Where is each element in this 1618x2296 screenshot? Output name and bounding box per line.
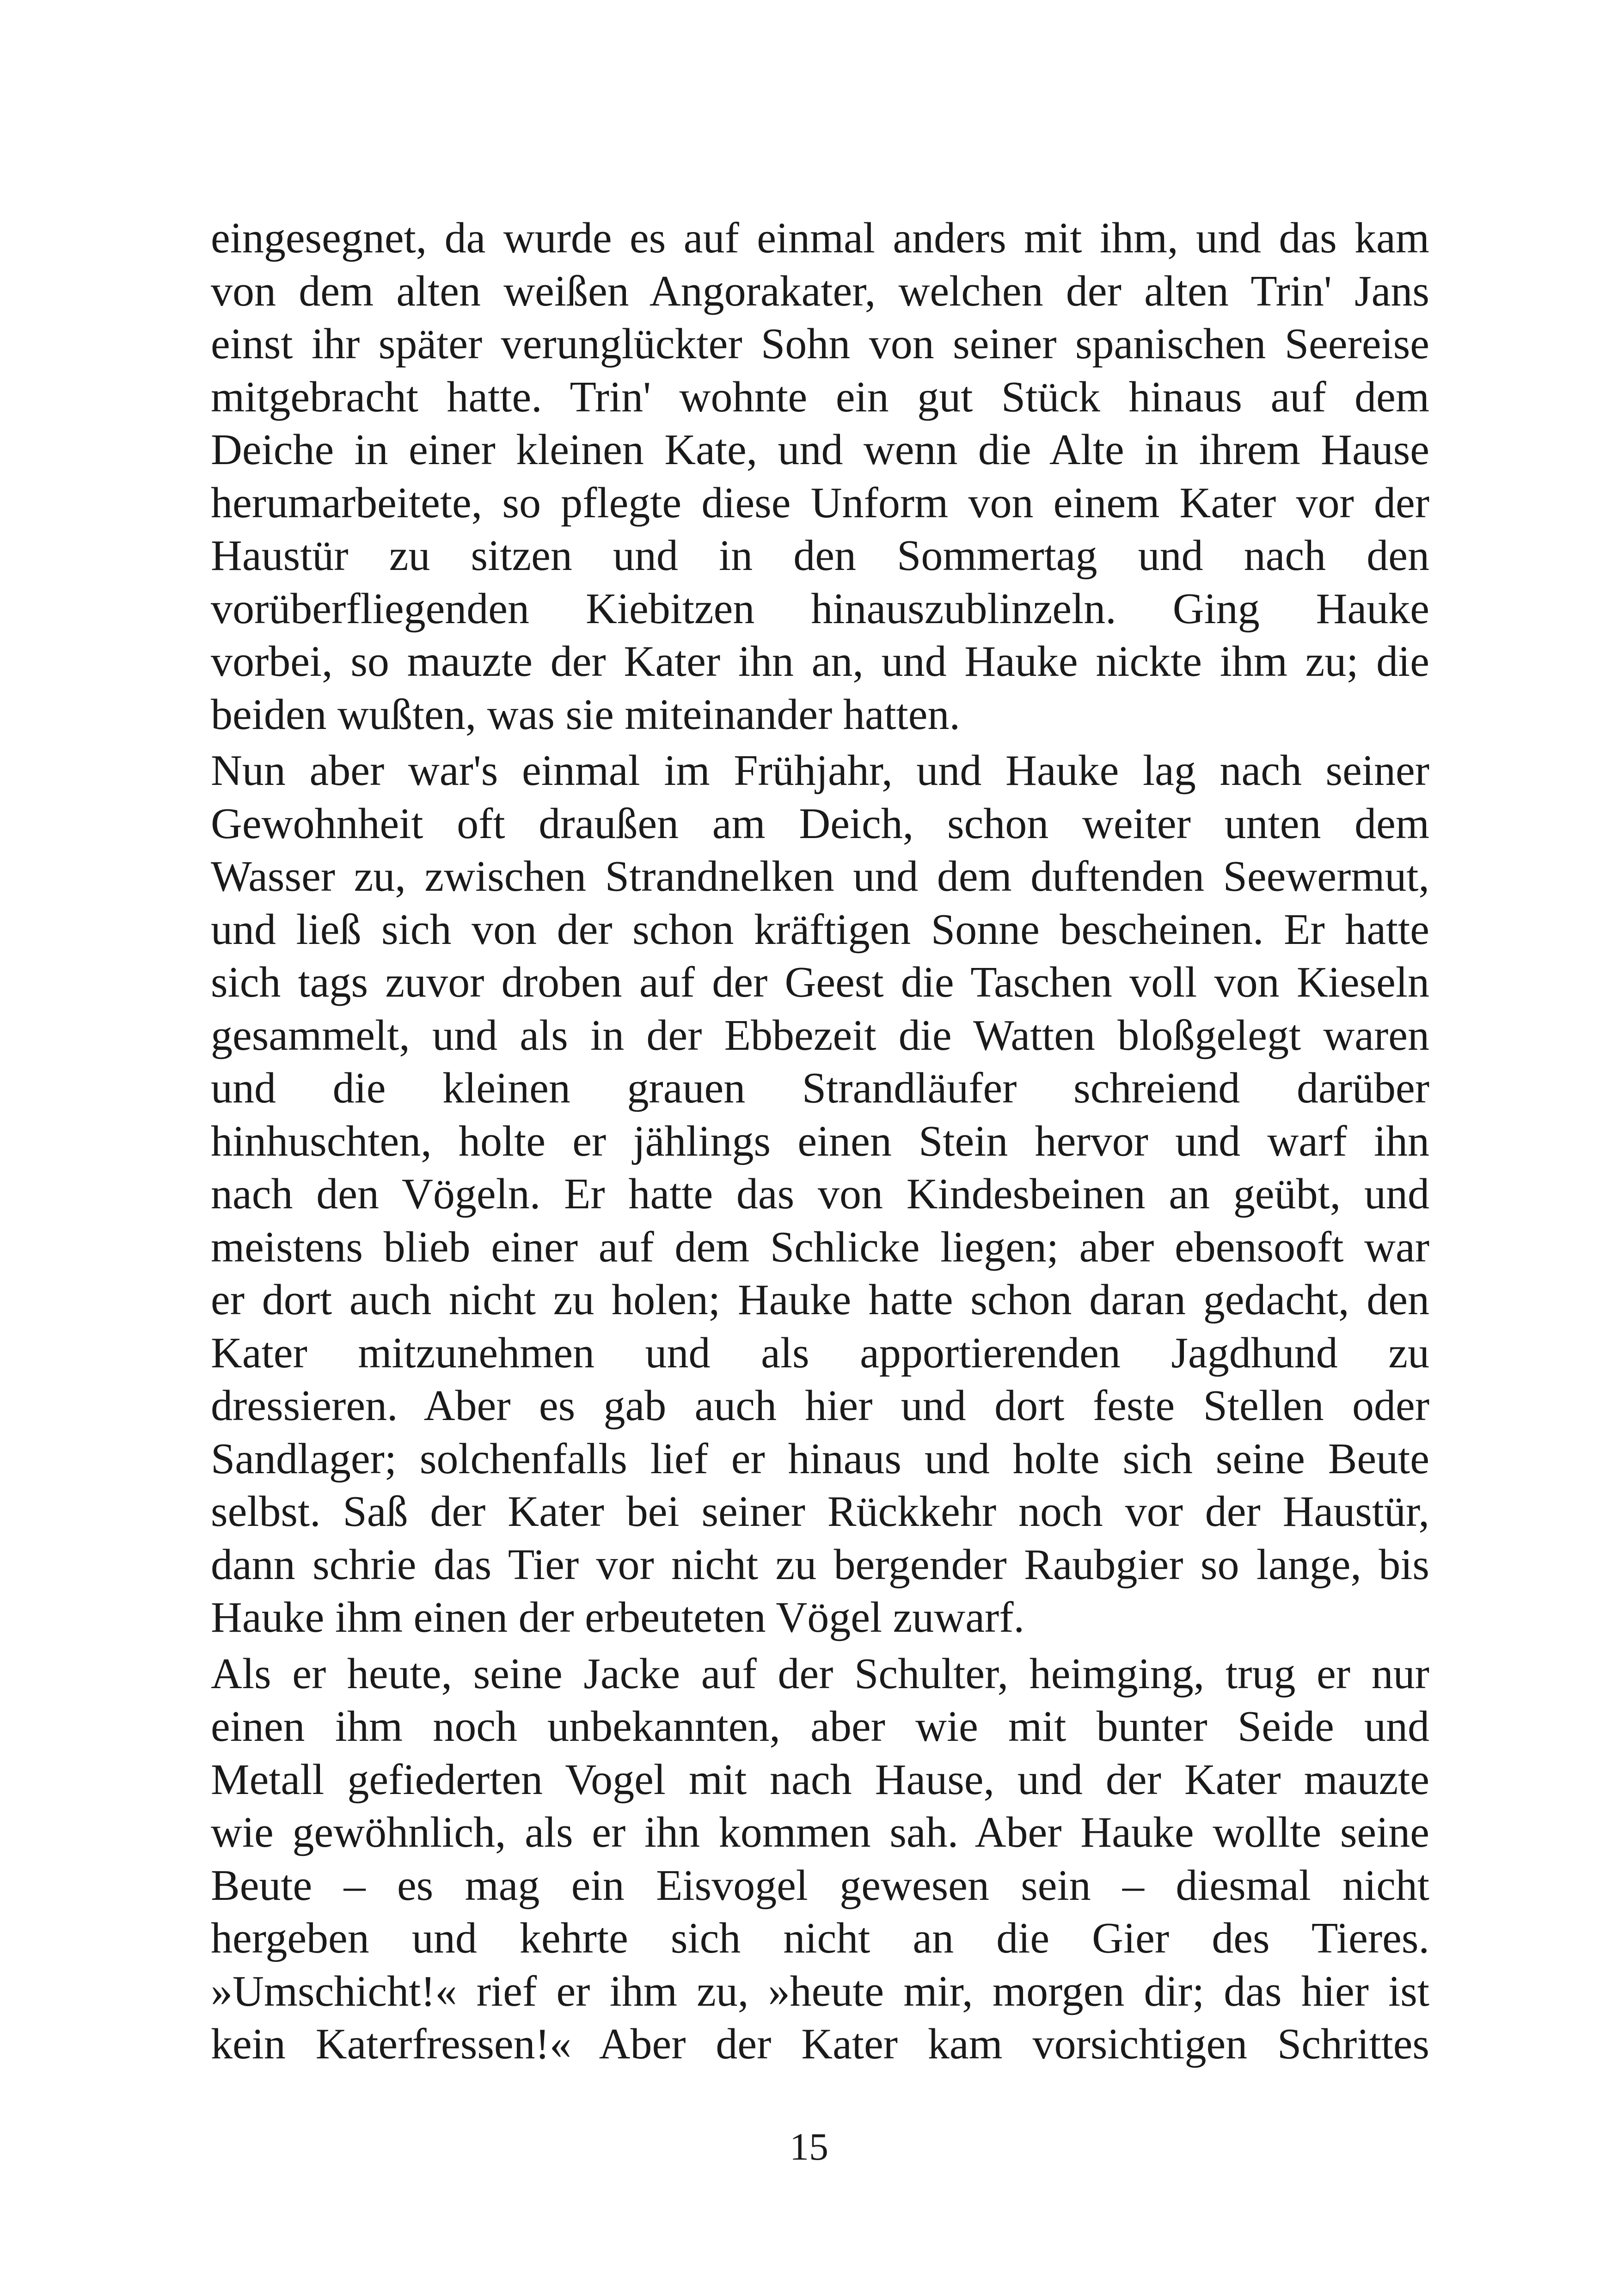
text-line: kein Katerfressen!« Aber der Kater kam vorsichtigen Schrittes (211, 2020, 1429, 2068)
paragraph (211, 212, 1429, 741)
text-line: gesammelt, und als in der Ebbezeit die Watten bloßgelegt waren (211, 1011, 1429, 1059)
text-line: wie gewöhnlich, als er ihn kommen sah. Aber Hauke wollte seine (211, 1808, 1429, 1856)
text-line: einst ihr später verunglückter Sohn von seiner spanischen Seereise (211, 320, 1429, 368)
text-line: Haustür zu sitzen und in den Sommertag und nach den (211, 532, 1429, 580)
page-number: 15 (790, 2125, 828, 2168)
body-text (211, 212, 1429, 2071)
text-line: Wasser zu, zwischen Strandnelken und dem duftenden Seewermut, (211, 852, 1429, 900)
text-line: mitgebracht hatte. Trin' wohnte ein gut Stück hinaus auf dem (211, 373, 1429, 421)
text-line: Metall gefiederten Vogel mit nach Hause, und der Kater mauzte (211, 1755, 1429, 1804)
paragraph-gap (211, 741, 1429, 744)
text-line: Gewohnheit oft draußen am Deich, schon weiter unten dem (211, 799, 1429, 848)
text-line: und die kleinen grauen Strandläufer schreiend darüber (211, 1064, 1429, 1112)
text-line: Kater mitzunehmen und als apportierenden Jagdhund zu (211, 1329, 1429, 1377)
text-line: Als er heute, seine Jacke auf der Schulter, heimging, trug er nur (211, 1649, 1429, 1698)
text-line: herumarbeitete, so pflegte diese Unform von einem Kater vor der (211, 478, 1429, 527)
text-line: Hauke ihm einen der erbeuteten Vögel zuwarf. (211, 1593, 1025, 1641)
text-line: er dort auch nicht zu holen; Hauke hatte schon daran gedacht, den (211, 1276, 1429, 1324)
text-line: sich tags zuvor droben auf der Geest die Taschen voll von Kieseln (211, 958, 1429, 1006)
paragraph-gap (211, 1644, 1429, 1647)
paragraph (211, 744, 1429, 1644)
text-line: meistens blieb einer auf dem Schlicke liegen; aber ebensooft war (211, 1223, 1429, 1271)
text-line: nach den Vögeln. Er hatte das von Kindesbeinen an geübt, und (211, 1170, 1429, 1218)
text-line: hergeben und kehrte sich nicht an die Gier des Tieres. (211, 1914, 1429, 1962)
text-line: Nun aber war's einmal im Frühjahr, und Hauke lag nach seiner (211, 747, 1429, 795)
text-line: Beute – es mag ein Eisvogel gewesen sein – diesmal nicht (211, 1861, 1429, 1910)
text-line: dressieren. Aber es gab auch hier und dort feste Stellen oder (211, 1382, 1429, 1430)
text-line: und ließ sich von der schon kräftigen Sonne bescheinen. Er hatte (211, 905, 1429, 954)
paragraph (211, 1647, 1429, 2071)
text-line: beiden wußten, was sie miteinander hatten. (211, 690, 960, 739)
text-line: Deiche in einer kleinen Kate, und wenn die Alte in ihrem Hause (211, 426, 1429, 474)
text-line: von dem alten weißen Angorakater, welchen der alten Trin' Jans (211, 267, 1429, 315)
text-line: dann schrie das Tier vor nicht zu bergender Raubgier so lange, bis (211, 1540, 1429, 1589)
text-line: eingesegnet, da wurde es auf einmal anders mit ihm, und das kam (211, 214, 1429, 262)
text-line: »Umschicht!« rief er ihm zu, »heute mir, morgen dir; das hier ist (211, 1967, 1429, 2015)
text-line: einen ihm noch unbekannten, aber wie mit bunter Seide und (211, 1702, 1429, 1751)
text-line: Sandlager; solchenfalls lief er hinaus und holte sich seine Beute (211, 1434, 1429, 1483)
text-line: selbst. Saß der Kater bei seiner Rückkehr noch vor der Haustür, (211, 1488, 1429, 1536)
text-line: vorbei, so mauzte der Kater ihn an, und Hauke nickte ihm zu; die (211, 637, 1429, 686)
text-line: hinhuschten, holte er jählings einen Stein hervor und warf ihn (211, 1117, 1429, 1165)
text-line: vorüberfliegenden Kiebitzen hinauszublinzeln. Ging Hauke (211, 584, 1429, 633)
